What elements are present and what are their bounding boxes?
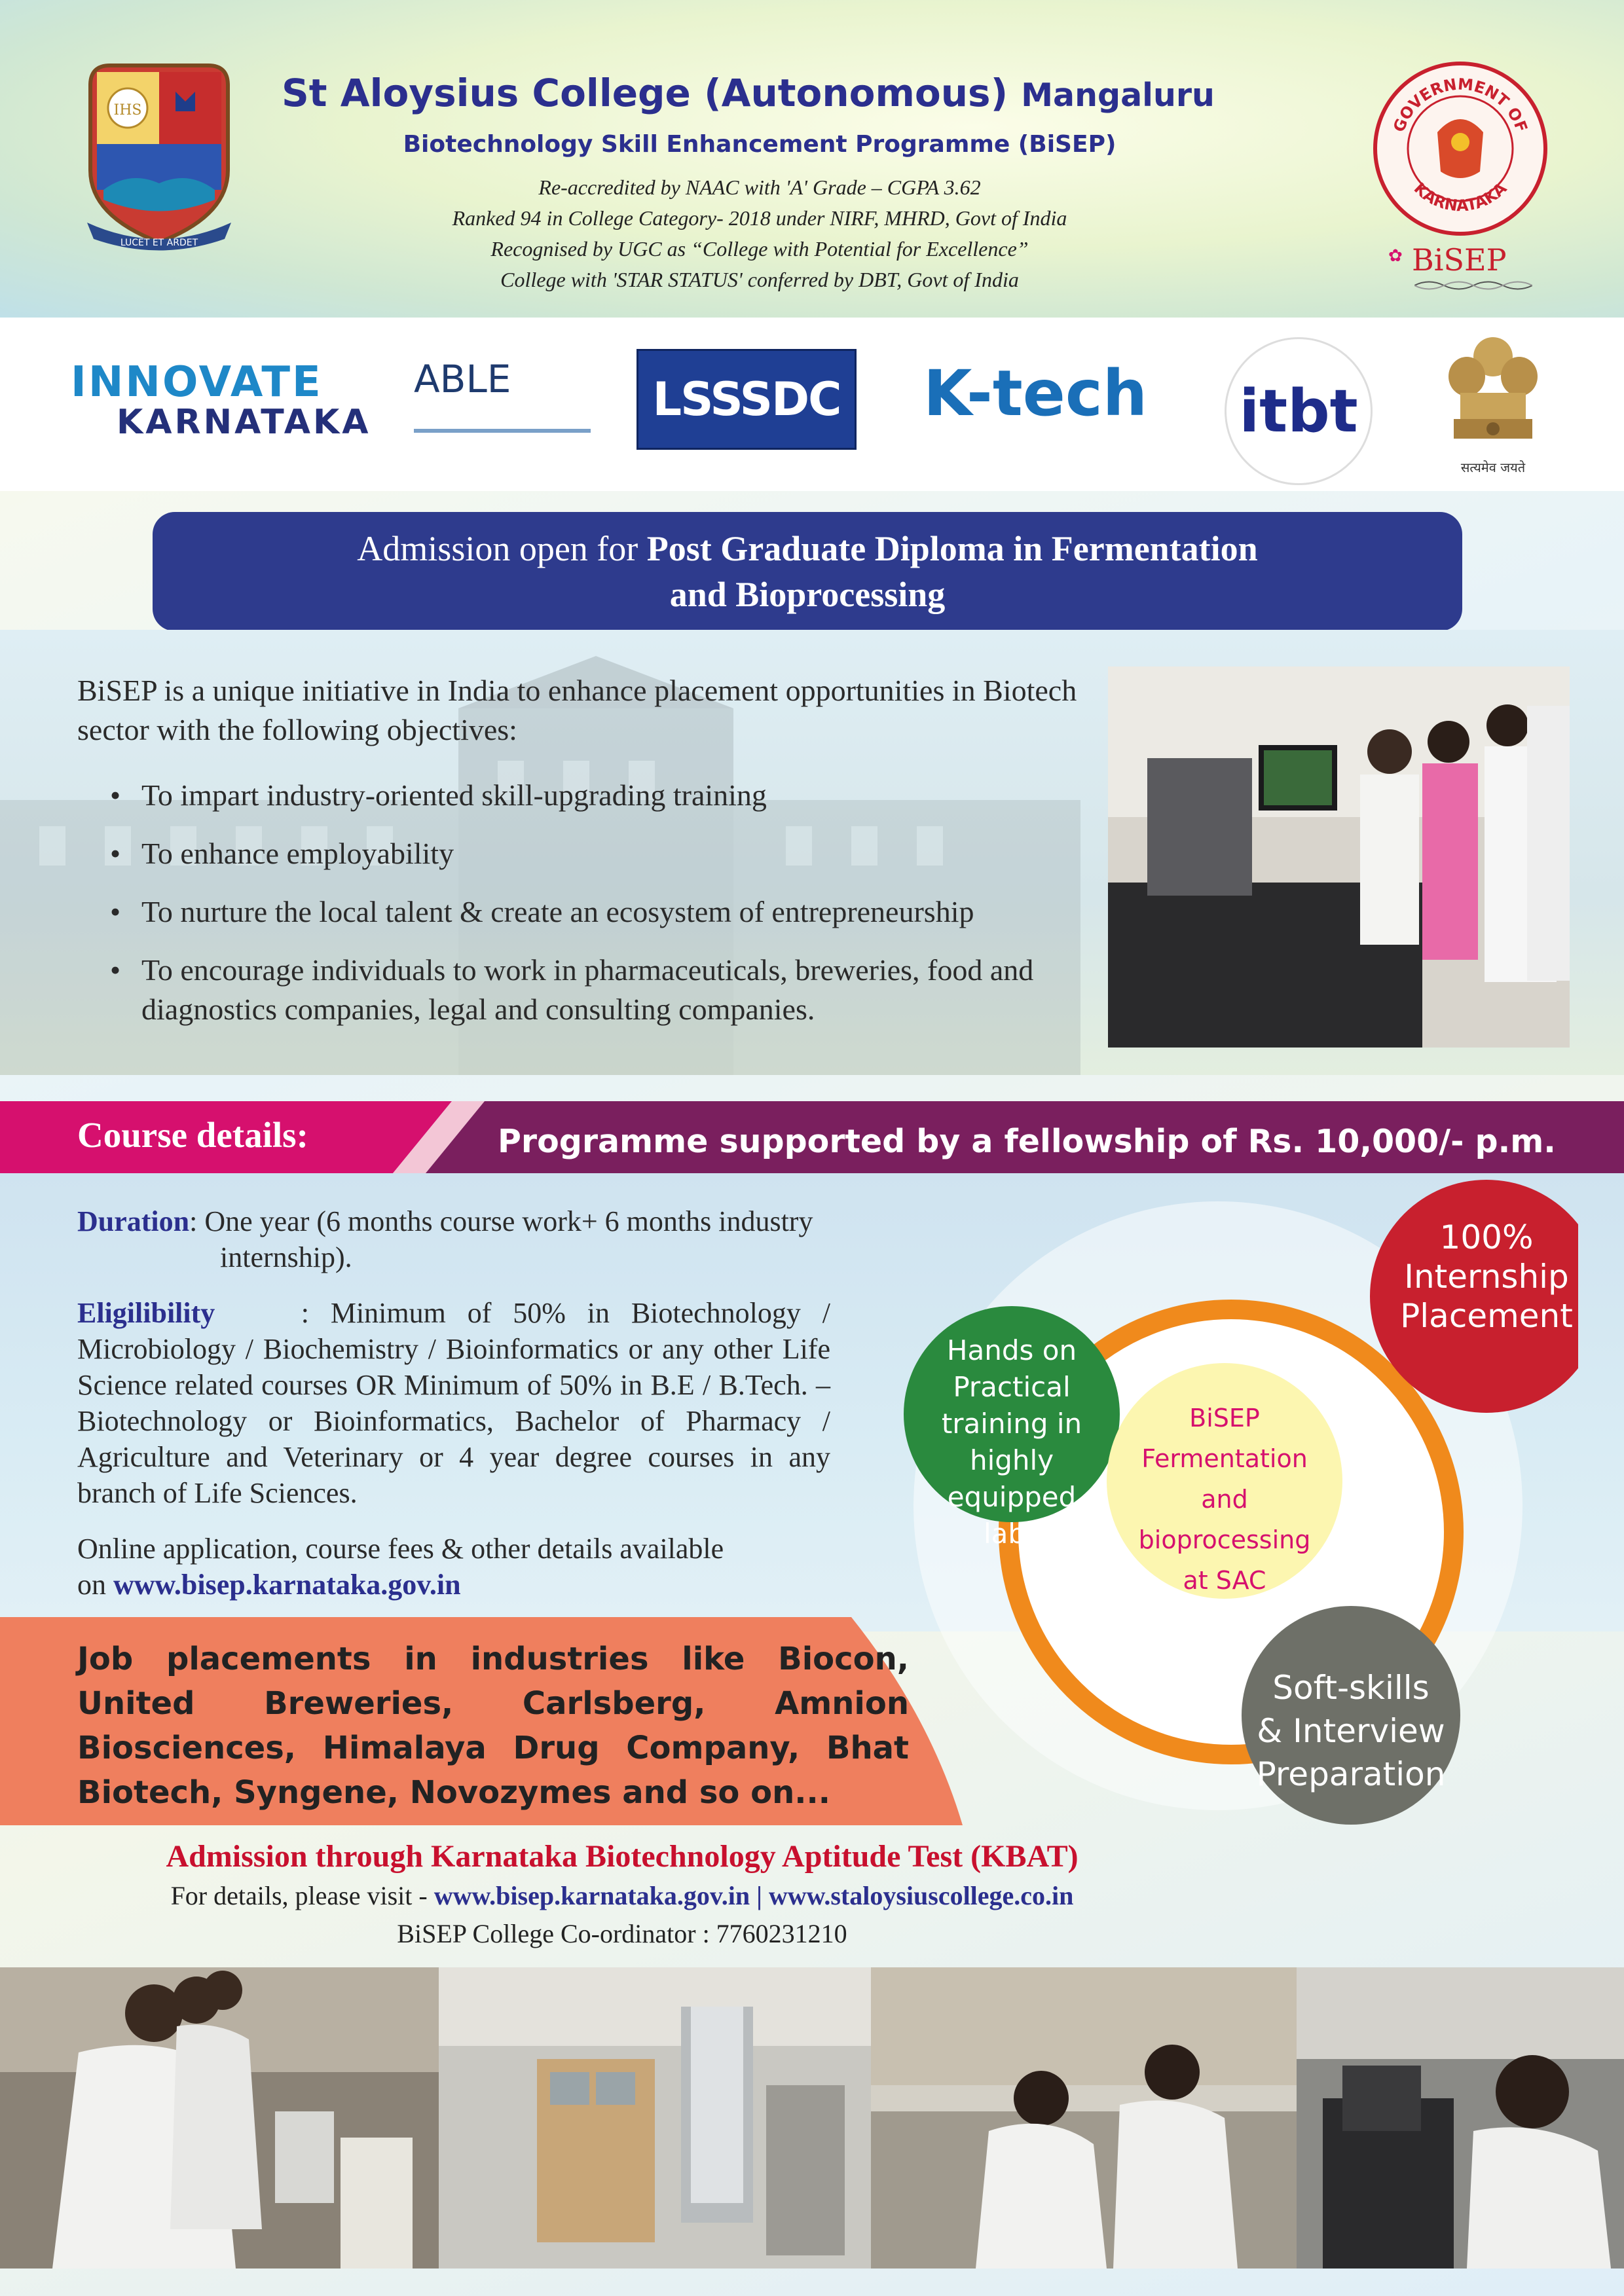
details-links[interactable]: www.bisep.karnataka.gov.in | www.staloysiuscollege.co.in (434, 1881, 1074, 1910)
list-item: • To enhance employability (110, 834, 1132, 873)
bisep-logo (1388, 242, 1545, 295)
lsssdc-logo: LSSSDC (637, 349, 857, 450)
dna-icon (1414, 278, 1532, 293)
student-microscope-photo (1297, 1967, 1624, 2269)
duration-text-continued: internship). (220, 1241, 352, 1273)
admission-banner (153, 512, 1462, 631)
able-underline (414, 429, 591, 433)
details-line (0, 1880, 1244, 1911)
admission-prefix: Admission open for (357, 529, 638, 568)
programme-name: Biotechnology Skill Enhancement Programme (BiSEP) (403, 131, 1116, 158)
duration-block (77, 1203, 915, 1239)
accreditation-line: College with 'STAR STATUS' conferred by DBT, Govt of India (500, 268, 1019, 291)
accreditation-line: Ranked 94 in College Category- 2018 under NIRF, MHRD, Govt of India (452, 206, 1067, 230)
lab-microscope-photo (1108, 666, 1570, 1048)
soft-skills-circle: Soft-skills & Interview Preparation (1256, 1669, 1446, 1793)
fermenter-equipment-photo (439, 1967, 871, 2269)
internship-placement-circle: 100% Internship Placement (1400, 1218, 1573, 1335)
students-lab-photo (0, 1967, 439, 2269)
able-logo: ABLE (414, 357, 591, 448)
ktech-logo: K-tech (923, 357, 1148, 430)
students-bench-photo (871, 1967, 1297, 2269)
svg-text:IHS: IHS (113, 102, 142, 118)
accreditation-line: Recognised by UGC as “College with Potential for Excellence” (490, 237, 1029, 261)
emblem-caption: सत्यमेव जयते (1460, 460, 1526, 475)
fellowship-text: Programme supported by a fellowship of Rs. 10,000/- p.m. (498, 1123, 1556, 1160)
objective-list (110, 776, 1132, 1048)
details-prefix: For details, please visit - (170, 1881, 428, 1910)
svg-text:KARNATAKA: KARNATAKA (1410, 179, 1511, 215)
college-city: Mangaluru (1021, 77, 1215, 114)
crest-motto: LUCET ET ARDET (120, 238, 198, 248)
partner-logo-strip (0, 318, 1624, 491)
list-item: • To nurture the local talent & create an ecosystem of entrepreneurship (110, 892, 1132, 932)
admission-course-line1: Post Graduate Diploma in Fermentation (646, 529, 1258, 568)
accreditation-line: Re-accredited by NAAC with 'A' Grade – CGPA 3.62 (538, 175, 981, 199)
online-application-text: Online application, course fees & other details available (77, 1533, 724, 1565)
list-item: • To impart industry-oriented skill-upgrading training (110, 776, 1132, 815)
national-emblem (1441, 331, 1545, 481)
intro-paragraph: BiSEP is a unique initiative in India to enhance placement opportunities in Biotech sector with the following objectives: (77, 674, 1077, 746)
bisep-logo-icon: ✿ (1388, 246, 1403, 265)
bisep-website-link[interactable]: www.bisep.karnataka.gov.in (113, 1569, 461, 1601)
lab-photo-strip (0, 1967, 1624, 2269)
innovate-karnataka-logo: INNOVATE KARNATAKA (71, 358, 371, 442)
eligibility-text: : Minimum of 50% in Biotechnology / Microbiology / Biochemistry / Bioinformatics or any other Life Science related courses OR Minimum of 50% in B.E / B.Tech. – Biotechnology or Bioinformatics, Bachelor of Pharmacy / Agriculture and Veterinary or 4 year degree courses in any branch of Life Sciences. (77, 1297, 830, 1509)
national-emblem-icon (1441, 331, 1545, 455)
duration-text: : One year (6 months course work+ 6 months industry (189, 1205, 813, 1237)
college-crest-icon (77, 59, 241, 255)
bisep-center-circle: BiSEP Fermentation and bioprocessing at SAC (1138, 1404, 1311, 1595)
kbat-admission-line: Admission through Karnataka Biotechnology Aptitude Test (KBAT) (166, 1839, 1079, 1874)
duration-label: Duration (77, 1205, 190, 1237)
eligibility-label: Eligilibility (77, 1297, 215, 1329)
svg-text:GOVERNMENT OF: GOVERNMENT OF (1390, 75, 1531, 135)
online-prefix: on (77, 1569, 106, 1601)
programme-highlights-graphic (858, 1165, 1578, 1846)
eligibility-block (77, 1295, 830, 1511)
college-name (282, 71, 1356, 115)
online-application-link-line (77, 1567, 896, 1603)
admission-course-line2: and Bioprocessing (669, 575, 946, 614)
government-of-karnataka-seal-icon (1372, 60, 1549, 237)
bisep-logo-text: BiSEP (1412, 242, 1507, 278)
hands-on-training-circle: Hands on Practical training in highly equipped labs (941, 1334, 1082, 1550)
list-item: • To encourage individuals to work in pharmaceuticals, breweries, food and diagnostics companies, legal and consulting companies. (110, 951, 1132, 1029)
job-placements-text: Job placements in industries like Biocon, United Breweries, Carlsberg, Amnion Biosciences, Himalaya Drug Company, Bhat Biotech, Syngene, Novozymes and so on... (77, 1641, 909, 1811)
college-name-text: St Aloysius College (Autonomous) (282, 71, 1008, 115)
course-details-label: Course details: (77, 1115, 308, 1155)
coordinator-contact: BiSEP College Co-ordinator : 7760231210 (397, 1919, 847, 1948)
itbt-logo: itbt (1225, 337, 1373, 485)
